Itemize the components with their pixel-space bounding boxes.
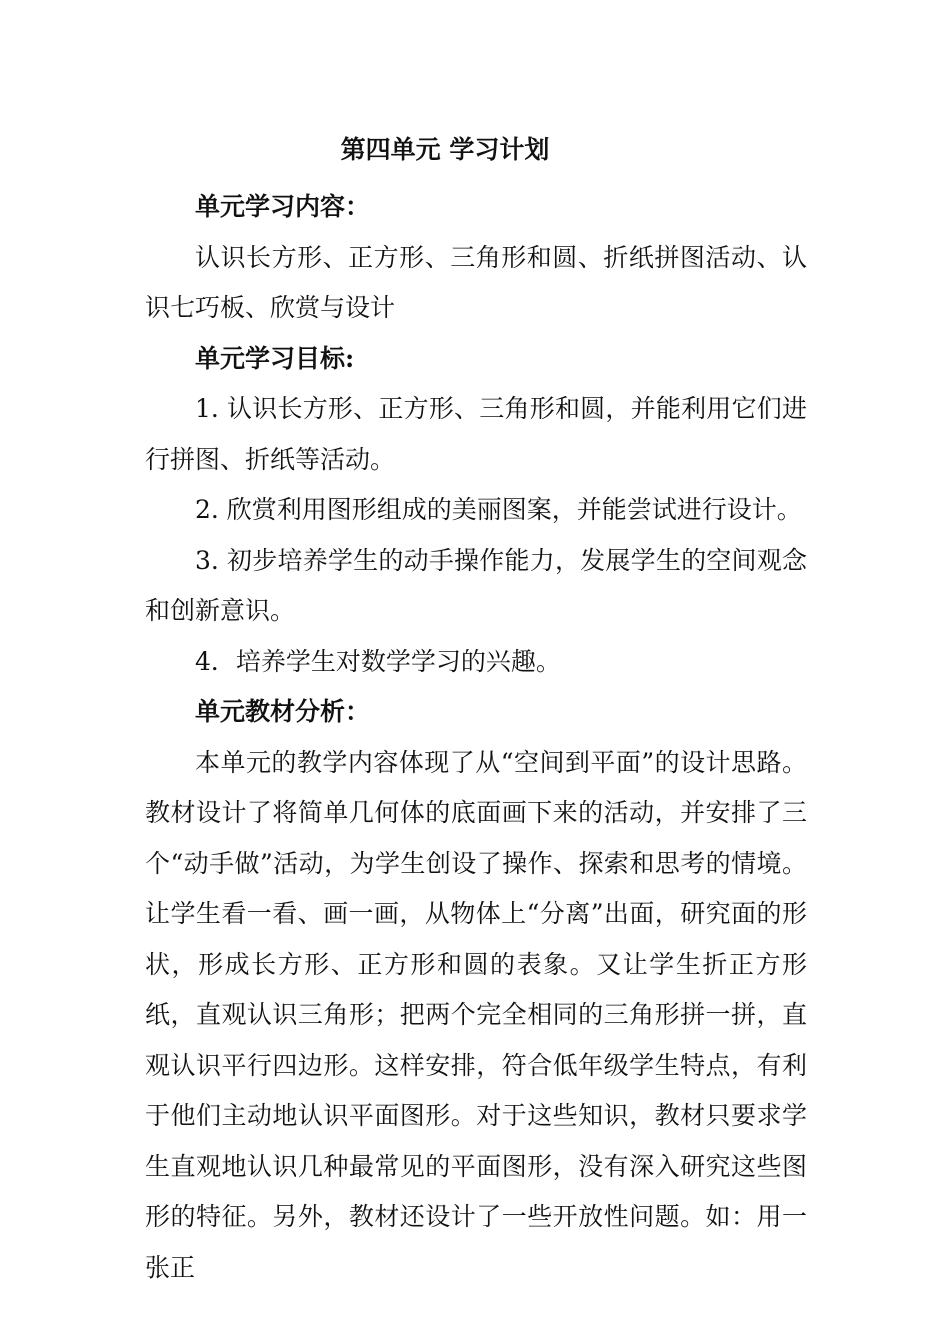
section-heading-content: 单元学习内容： (195, 192, 371, 221)
goal-item-2: 2. 欣赏利用图形组成的美丽图案，并能尝试进行设计。 (195, 495, 802, 524)
goal-item-1: 1. 认识长方形、正方形、三角形和圆，并能利用它们进行拼图、折纸等活动。 (145, 394, 807, 474)
section-heading-goals: 单元学习目标: (195, 343, 355, 373)
document-body (145, 182, 807, 1293)
goal-item-3: 3. 初步培养学生的动手操作能力，发展学生的空间观念和创新意识。 (145, 545, 807, 625)
content-paragraph: 认识长方形、正方形、三角形和圆、折纸拼图活动、认识七巧板、欣赏与设计 (145, 242, 807, 322)
section-heading-analysis: 单元教材分析： (195, 697, 371, 726)
goal-item-4: 4．培养学生对数学学习的兴趣。 (195, 646, 561, 676)
analysis-paragraph: 本单元的教学内容体现了从“空间到平面”的设计思路。教材设计了将简单几何体的底面画下来的活动，并安排了三个“动手做”活动，为学生创设了操作、探索和思考的情境。让学生看一看、画一画，从物体上“分离”出面，研究面的形状，形成长方形、正方形和圆的表象。又让学生折正方形纸，直观认识三角形；把两个完全相同的三角形拼一拼，直观认识平行四边形。这样安排，符合低年级学生特点，有利于他们主动地认识平面图形。对于这些知识，教材只要求学生直观地认识几种最常见的平面图形，没有深入研究这些图形的特征。另外，教材还设计了一些开放性问题。如：用一张正 (145, 747, 807, 1282)
page-title: 第四单元 学习计划 (340, 135, 550, 164)
